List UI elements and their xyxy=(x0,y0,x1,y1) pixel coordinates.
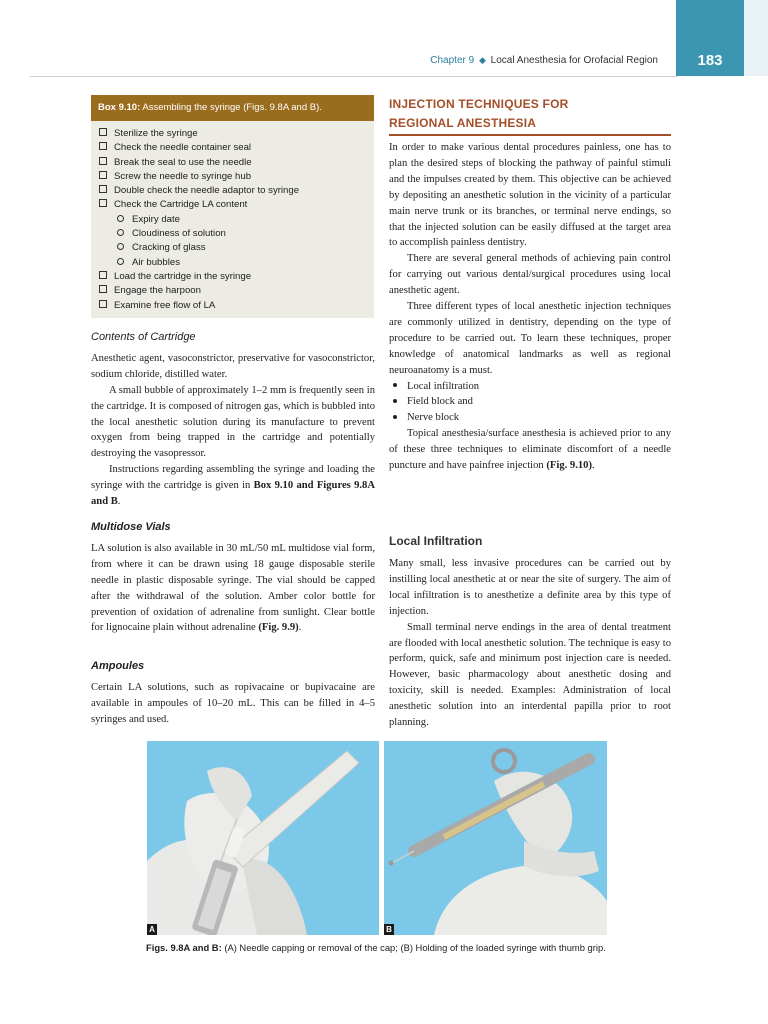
checklist-subitem xyxy=(99,227,374,241)
checkbox-icon xyxy=(99,285,107,293)
box-title xyxy=(91,95,374,121)
bullet-icon xyxy=(393,383,397,387)
section-heading xyxy=(389,95,671,133)
local-infiltration-paragraph-1: Many small, less invasive procedures can be carried out by instilling local anesthetic at or near the site of surgery. The aim of local infiltration is to anesthetize a definite area by this type of injection. xyxy=(389,558,671,617)
figure-9-8b xyxy=(384,741,607,935)
checklist-item xyxy=(99,156,374,170)
section-heading-line-1: INJECTION TECHNIQUES FOR xyxy=(389,97,569,111)
technique-label: Field block and xyxy=(407,396,473,408)
bullet-icon xyxy=(393,399,397,403)
page-number: 183 xyxy=(676,0,744,76)
checklist-item-label: Cloudiness of solution xyxy=(132,228,226,240)
intro-paragraph-1: In order to make various dental procedures painless, one has to plan the desired steps of blocking the pathway of painful stimuli and the impulses created by them. This objective can be achieved by depositing an anesthetic solution in the vicinity of a particular main nerve trunk or its branches, or terminal nerve endings, so that the injected solution can be easily diffused at the target area to accomplish painless dentistry. xyxy=(389,142,671,249)
technique-label: Nerve block xyxy=(407,412,460,424)
fig-9-10-reference: (Fig. 9.10) xyxy=(546,460,592,472)
figure-caption xyxy=(146,942,606,953)
intro-paragraph-2: There are several general methods of achieving pain control for carrying out various dental/surgical procedures using local anesthetic agent. xyxy=(389,253,671,297)
checkbox-icon xyxy=(99,199,107,207)
contents-paragraph-1: Anesthetic agent, vasoconstrictor, preservative for vasoconstrictor, sodium chloride, distilled water. xyxy=(91,352,375,380)
checklist-item-label: Check the needle container seal xyxy=(114,142,252,154)
checklist-item xyxy=(99,198,374,212)
needle-capping-photo xyxy=(147,741,379,935)
checklist-item-label: Screw the needle to syringe hub xyxy=(114,170,252,182)
figure-label-b: B xyxy=(384,924,394,935)
checkbox-icon xyxy=(99,271,107,279)
box-title-text: Assembling the syringe (Figs. 9.8A and B). xyxy=(140,102,322,113)
chapter-label: Chapter 9 xyxy=(430,55,475,66)
technique-list-item xyxy=(389,394,671,410)
checklist-item-label: Break the seal to use the needle xyxy=(114,156,252,168)
figure-label-a: A xyxy=(147,924,157,935)
technique-list xyxy=(389,379,671,427)
contents-p3-end: . xyxy=(117,496,121,508)
checklist-item xyxy=(99,284,374,298)
local-infiltration-section xyxy=(389,556,671,731)
checkbox-icon xyxy=(99,142,107,150)
checklist-item xyxy=(99,170,374,184)
running-head xyxy=(430,55,658,66)
caption-text: (A) Needle capping or removal of the cap; (B) Holding of the loaded syringe with thumb grip. xyxy=(221,942,606,953)
local-infiltration-heading: Local Infiltration xyxy=(389,534,483,548)
section-heading-line-2: REGIONAL ANESTHESIA xyxy=(389,116,537,130)
checkbox-icon xyxy=(99,185,107,193)
intro-paragraph-3: Three different types of local anesthetic injection techniques are commonly utilized in dentistry, depending on the type of procedure to be carried out. To learn these techniques, proper knowledge of anatomical landmarks as well as regional neuroanatomy is a must. xyxy=(389,301,671,376)
bullet-icon xyxy=(393,415,397,419)
topical-text: Topical anesthesia/surface anesthesia is achieved prior to any of these three techniques to eliminate discomfort of a needle puncture and have painfree injection xyxy=(389,428,671,472)
checkbox-icon xyxy=(99,128,107,136)
checklist-subitem xyxy=(99,256,374,270)
left-column xyxy=(91,330,375,510)
circle-bullet-icon xyxy=(117,243,124,250)
technique-list-item xyxy=(389,410,671,426)
checklist-item xyxy=(99,270,374,284)
section-heading-rule xyxy=(389,134,671,136)
local-infiltration-paragraph-2: Small terminal nerve endings in the area of dental treatment are flooded with local anesthetic solution. The technique is easy to perform, quick, safe and minimum post injection care is needed. However, basic pharmacology about anesthetic dosing and toxicity, skill is needed. Examples: Administration of local anesthetic solution into an interdental papilla prior to root planning. xyxy=(389,621,671,729)
caption-label: Figs. 9.8A and B: xyxy=(146,942,222,953)
contents-paragraph-2: A small bubble of approximately 1–2 mm is frequently seen in the cartridge. It is composed of nitrogen gas, which is bubbled into the local anesthetic solution during its manufacture to prevent oxygen from being trapped in the cartridge and potentially destroying the vasopressor. xyxy=(91,384,375,460)
checkbox-icon xyxy=(99,171,107,179)
fig-9-9-reference: (Fig. 9.9) xyxy=(258,622,299,634)
checklist-item-label: Engage the harpoon xyxy=(114,285,201,297)
topical-end: . xyxy=(591,460,595,472)
contents-paragraph-3 xyxy=(91,462,375,510)
checklist-item xyxy=(99,127,374,141)
header-rule xyxy=(30,76,678,77)
checklist-item-label: Cracking of glass xyxy=(132,242,206,254)
checklist-item xyxy=(99,184,374,198)
syringe-thumb-grip-photo xyxy=(384,741,607,935)
technique-label: Local infiltration xyxy=(407,380,480,392)
intro-paragraph-4 xyxy=(389,426,671,474)
checkbox-icon xyxy=(99,157,107,165)
checklist-item-label: Double check the needle adaptor to syringe xyxy=(114,185,300,197)
circle-bullet-icon xyxy=(117,229,124,236)
multidose-heading: Multidose Vials xyxy=(91,521,171,533)
ampoules-heading: Ampoules xyxy=(91,660,145,672)
multidose-end: . xyxy=(298,622,302,634)
circle-bullet-icon xyxy=(117,258,124,265)
ampoules-paragraph: Certain LA solutions, such as ropivacaine or bupivacaine are available in ampoules of 10–20 mL. This can be filled in 4–5 syringes and used. xyxy=(91,681,375,725)
contents-heading: Contents of Cartridge xyxy=(91,331,196,343)
diamond-icon: ◆ xyxy=(478,55,486,65)
checklist-item xyxy=(99,141,374,155)
multidose-section xyxy=(91,520,375,636)
checklist-subitem xyxy=(99,241,374,255)
chapter-title: Local Anesthesia for Orofacial Region xyxy=(490,55,658,66)
checkbox-icon xyxy=(99,300,107,308)
multidose-text: LA solution is also available in 30 mL/50 mL multidose vial form, from where it can be drawn using 18 gauge disposable sterile needle in plastic disposable syringe. The vial should be capped after the withdrawal of the solution. Amber color bottle for prevention of oxidation of adrenaline from sunlight. Clear bottle for lignocaine plain without adrenaline xyxy=(91,542,375,634)
multidose-paragraph xyxy=(91,541,375,636)
checklist-item-label: Examine free flow of LA xyxy=(114,299,216,311)
checklist-item-label: Air bubbles xyxy=(132,256,180,268)
right-column xyxy=(389,140,671,474)
circle-bullet-icon xyxy=(117,215,124,222)
checklist-item-label: Check the Cartridge LA content xyxy=(114,199,248,211)
ampoules-section xyxy=(91,659,375,728)
contents-p3-text: Instructions regarding assembling the syringe and loading the syringe with the cartridge is given in xyxy=(91,464,375,492)
figure-9-8a xyxy=(147,741,379,935)
page-tab-edge xyxy=(744,0,768,76)
checklist-item-label: Expiry date xyxy=(132,213,180,225)
box-reference: Box 9.10 and Figures 9.8A and B xyxy=(91,480,375,508)
box-9-10 xyxy=(91,95,374,318)
technique-list-item xyxy=(389,379,671,395)
checklist-item xyxy=(99,299,374,313)
checklist-item-label: Load the cartridge in the syringe xyxy=(114,270,252,282)
box-checklist xyxy=(91,127,374,313)
checklist-subitem xyxy=(99,213,374,227)
checklist-item-label: Sterilize the syringe xyxy=(114,128,198,139)
box-title-label: Box 9.10: xyxy=(98,102,141,113)
